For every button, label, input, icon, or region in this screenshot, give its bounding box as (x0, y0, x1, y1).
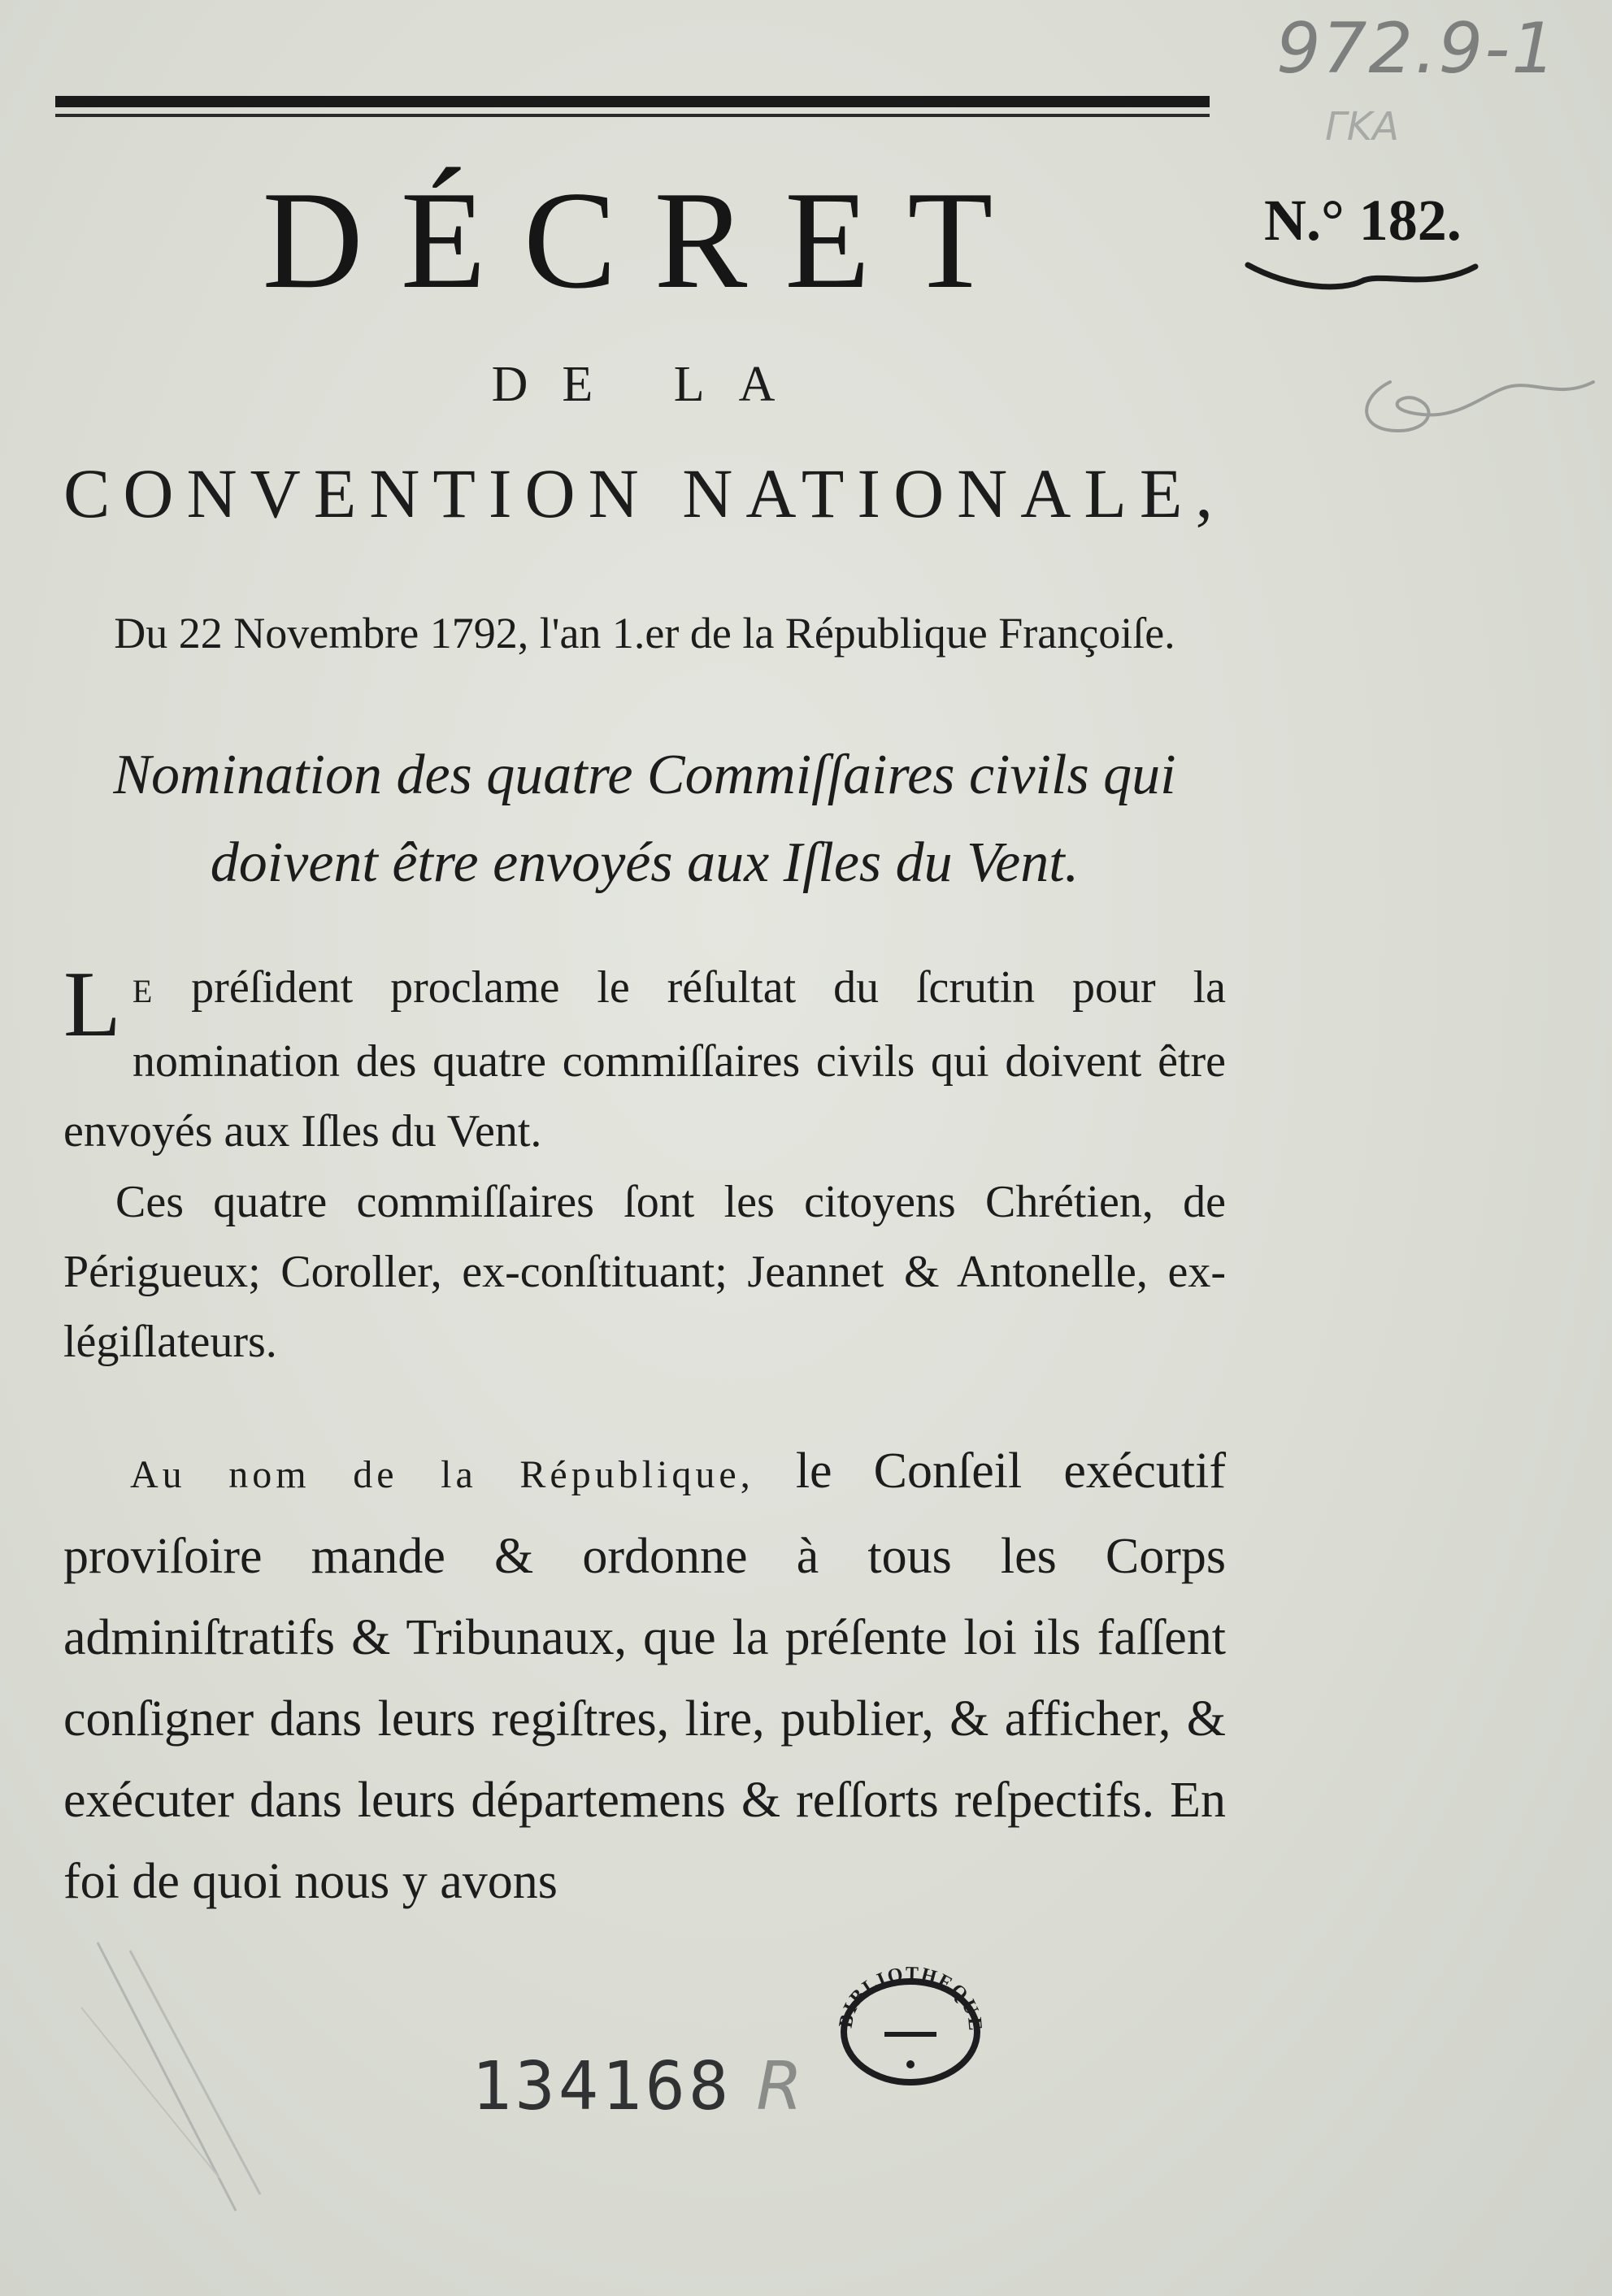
handwritten-squiggle (1349, 349, 1610, 463)
handwritten-call-number: 972.9-1 (1276, 8, 1558, 89)
de-la-heading: DE LA (491, 357, 810, 412)
top-rule (55, 96, 1210, 120)
handwritten-call-subcode: ΓΚΑ (1325, 104, 1400, 150)
drop-cap: L (63, 953, 121, 1057)
pencil-marks (73, 1934, 285, 2227)
stamp-text: BIBLIOTHEQUE (835, 1963, 986, 2033)
subject-line-1: Nomination des quatre Commiſſaires civils qui (113, 744, 1176, 806)
decree-subject (63, 731, 1226, 907)
paragraph-executive-order (63, 1430, 1226, 1922)
library-stamp (829, 1951, 992, 2089)
shelfmark-suffix: R (756, 2048, 806, 2125)
number-flourish (1244, 258, 1479, 299)
paragraph-smallcaps: E (132, 973, 154, 1009)
dateline: Du 22 Novembre 1792, l'an 1.er de la République Françoiſe. (114, 609, 1175, 658)
paragraph-smallcaps-republic: Au nom de la République, (130, 1453, 754, 1496)
convention-heading: CONVENTION NATIONALE, (63, 454, 1226, 532)
paragraph-text: le Conſeil exécutif proviſoire mande & ordonne à tous les Corps adminiſtratifs & Tribunaux, que la préſente loi ils faſſent conſigner dans leurs regiſtres, lire, publier, & afficher, & exécuter dans leurs départemens & reſſorts reſpectifs. En foi de quoi nous y avons (63, 1443, 1226, 1909)
decree-number: N.° 182. (1264, 188, 1462, 253)
paragraph-text: préſident proclame le réſultat du ſcrutin pour la nomination des quatre commiſſaires civils qui doivent être envoyés aux Iſles du Vent. (63, 962, 1226, 1157)
paragraph-commissioners: Ces quatre commiſſaires ſont les citoyens Chrétien, de Périgueux; Coroller, ex-conſtituant; Jeannet & Antonelle, ex-légiſlateurs. (63, 1177, 1226, 1367)
subject-line-2: doivent être envoyés aux Iſles du Vent. (210, 831, 1080, 894)
paragraph-proclamation (63, 953, 1226, 1166)
shelfmark (471, 2048, 806, 2125)
shelfmark-number: 134168 (471, 2048, 732, 2125)
decree-title: DÉCRET (262, 163, 1031, 318)
svg-text:BIBLIOTHEQUE (836, 1964, 986, 2033)
